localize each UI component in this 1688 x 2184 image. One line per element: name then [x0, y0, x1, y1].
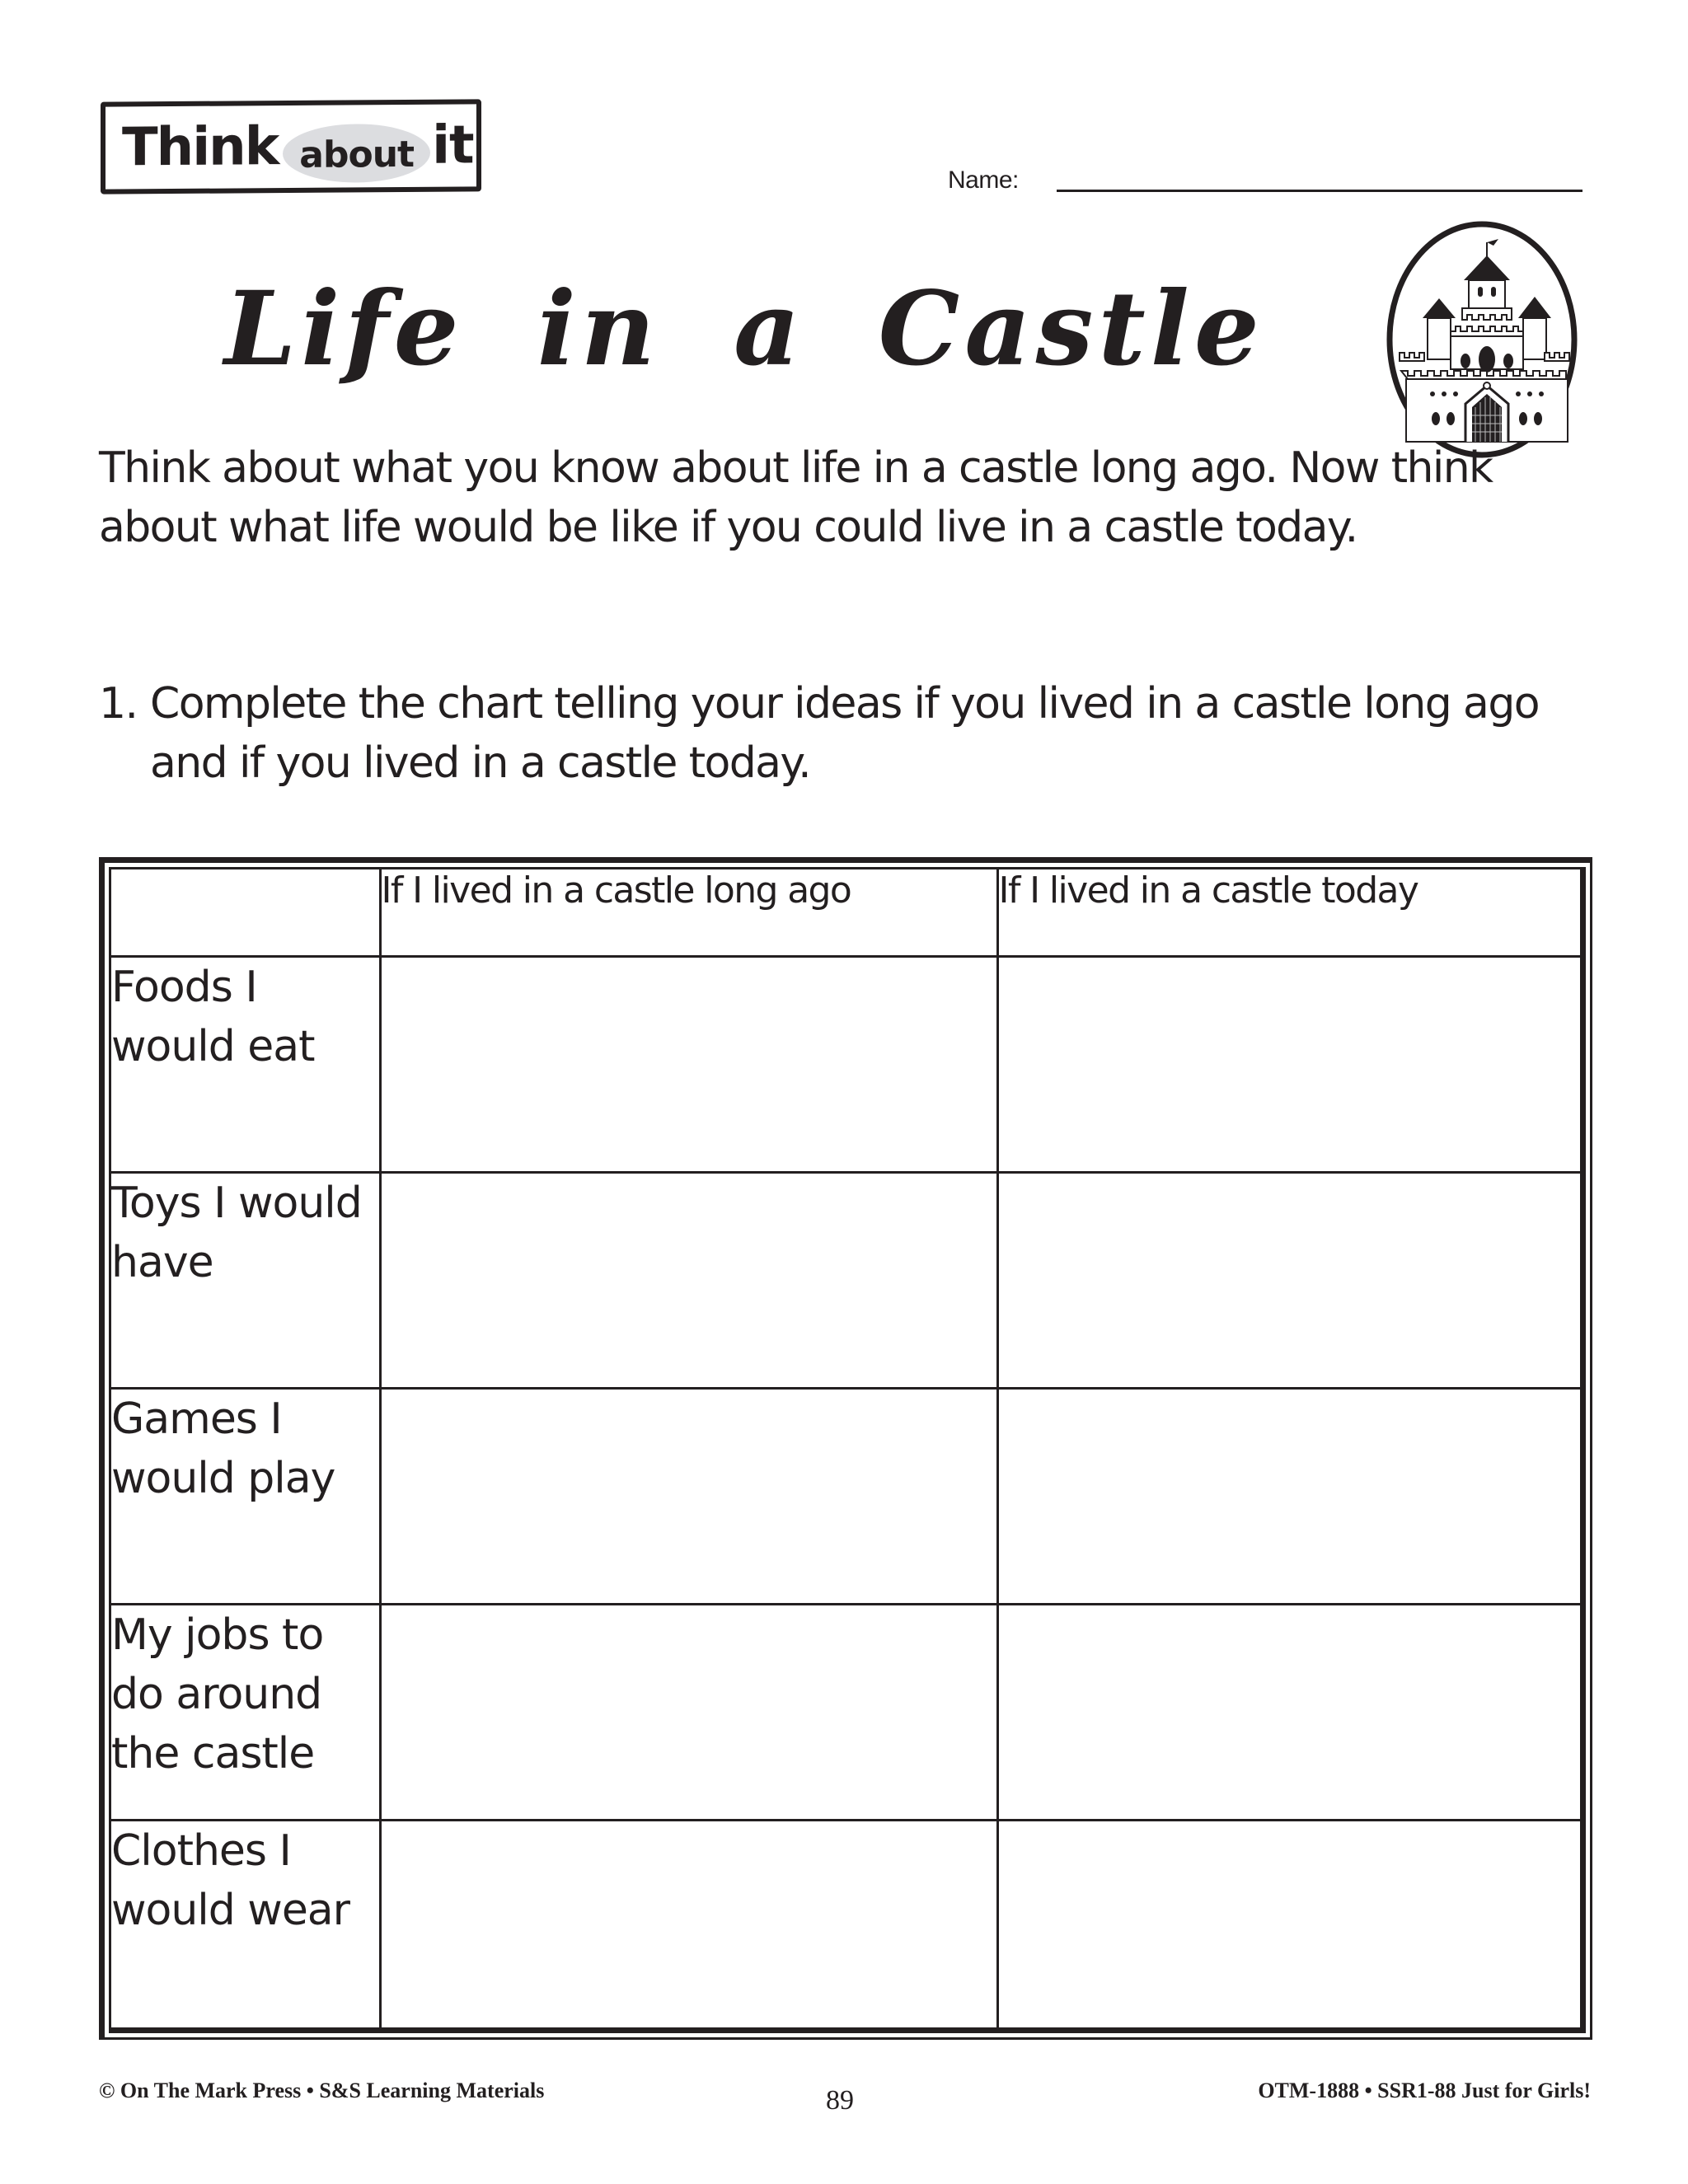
castle-icon: [1383, 216, 1581, 463]
column-header-long-ago: If I lived in a castle long ago: [380, 869, 997, 956]
row-label-toys: Toys I would have: [111, 1172, 380, 1388]
badge-word-think: Think: [122, 116, 279, 179]
answer-toys-long-ago[interactable]: [380, 1172, 997, 1388]
column-header-today: If I lived in a castle today: [997, 869, 1580, 956]
intro-paragraph: Think about what you know about life in a castle long ago. Now think about what life would be like if you could live in a castle today.: [99, 443, 1493, 552]
column-header-blank: [111, 869, 380, 956]
answer-jobs-long-ago[interactable]: [380, 1604, 997, 1820]
row-label-jobs: My jobs to do around the castle: [111, 1604, 380, 1820]
row-label-clothes: Clothes I would wear: [111, 1820, 380, 2027]
comparison-chart-frame: [99, 857, 1592, 2040]
answer-jobs-today[interactable]: [997, 1604, 1580, 1820]
answer-toys-today[interactable]: [997, 1172, 1580, 1388]
answer-foods-today[interactable]: [997, 956, 1580, 1172]
page-number: 89: [826, 2085, 854, 2116]
badge-about-oval: [289, 126, 424, 179]
answer-games-today[interactable]: [997, 1388, 1580, 1604]
footer-product-code: OTM-1888 • SSR1-88 Just for Girls!: [1258, 2079, 1591, 2102]
badge-word-it: it: [432, 115, 474, 176]
row-label-foods: Foods I would eat: [111, 956, 380, 1172]
think-about-it-badge: [101, 99, 481, 194]
chart-row-foods: [111, 956, 1580, 1172]
comparison-chart-inner-frame: [109, 867, 1586, 2033]
chart-header-row: [111, 869, 1580, 956]
name-input-line[interactable]: [1057, 190, 1582, 192]
answer-foods-long-ago[interactable]: [380, 956, 997, 1172]
question-text: Complete the chart telling your ideas if you lived in a castle long ago and if you lived in a castle today.: [150, 679, 1539, 788]
footer-copyright: © On The Mark Press • S&S Learning Materials: [99, 2079, 545, 2102]
answer-games-long-ago[interactable]: [380, 1388, 997, 1604]
comparison-chart: [111, 869, 1580, 2027]
chart-row-jobs: [111, 1604, 1580, 1820]
chart-row-toys: [111, 1172, 1580, 1388]
page-title: Life in a Castle: [224, 269, 1264, 389]
question-number: 1.: [99, 679, 138, 729]
name-label: Name:: [948, 166, 1019, 194]
chart-row-clothes: [111, 1820, 1580, 2027]
badge-word-about: about: [299, 133, 415, 176]
answer-clothes-today[interactable]: [997, 1820, 1580, 2027]
row-label-games: Games I would play: [111, 1388, 380, 1604]
answer-clothes-long-ago[interactable]: [380, 1820, 997, 2027]
question-1: [99, 674, 1574, 793]
chart-row-games: [111, 1388, 1580, 1604]
